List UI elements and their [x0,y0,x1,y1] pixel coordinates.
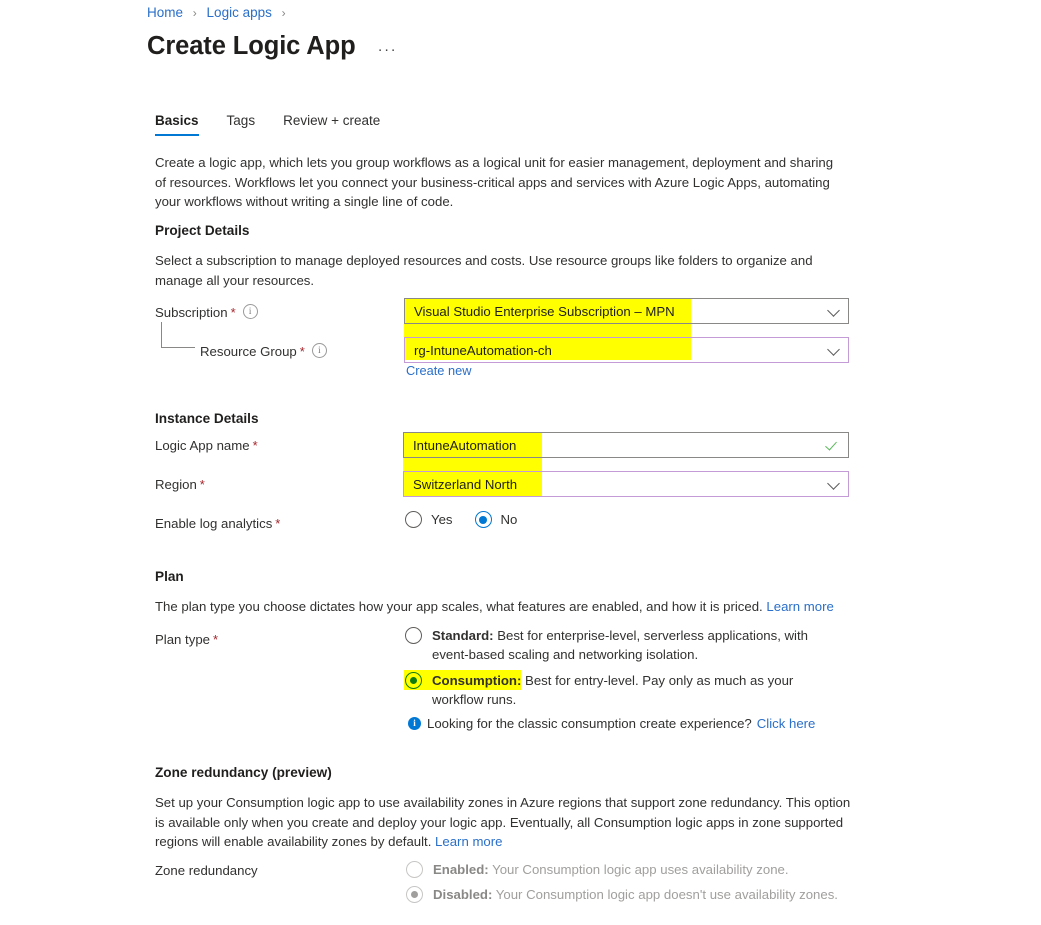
enable-log-analytics-label-text: Enable log analytics [155,516,273,531]
project-details-heading: Project Details [155,223,250,238]
breadcrumb [147,4,292,22]
tab-review-create[interactable]: Review + create [283,113,381,128]
radio-zone-enabled-description [433,860,873,879]
radio-zone-disabled-name: Disabled: [433,887,493,902]
breadcrumb-separator-icon: › [281,6,286,20]
tab-bar [155,113,408,136]
info-icon[interactable] [243,304,258,319]
radio-zone-enabled-name: Enabled: [433,862,489,877]
breadcrumb-item-logic-apps[interactable]: Logic apps [206,5,272,20]
more-options-icon[interactable]: ··· [377,41,398,58]
plan-option-consumption [405,671,822,709]
enable-log-analytics-label [155,516,280,531]
hierarchy-connector [161,322,195,348]
radio-plan-standard-name: Standard: [432,628,494,643]
plan-description-text: The plan type you choose dictates how your app scales, what features are enabled, and how it is priced. [155,599,763,614]
subscription-label-text: Subscription [155,305,228,320]
radio-plan-consumption-name: Consumption: [432,673,522,688]
logic-app-name-required-marker: * [252,438,258,453]
valid-check-icon [820,432,848,458]
radio-zone-enabled [406,861,423,878]
zone-redundancy-learn-more-link[interactable]: Learn more [435,834,503,849]
info-icon [408,717,421,730]
breadcrumb-separator-icon: › [192,6,197,20]
radio-plan-standard-text: Best for enterprise-level, serverless applications, with event-based scaling and networking isolation. [432,628,808,662]
region-value: Switzerland North [413,476,518,492]
subscription-label [155,304,258,320]
radio-plan-consumption[interactable] [405,672,422,689]
plan-type-label-text: Plan type [155,632,210,647]
region-required-marker: * [199,477,205,492]
classic-experience-note [408,716,815,731]
page-header [147,30,397,62]
enable-log-analytics-radio-group [405,511,517,528]
tab-tags[interactable]: Tags [226,113,256,128]
zone-redundancy-heading: Zone redundancy (preview) [155,765,332,780]
logic-app-name-label-text: Logic App name [155,438,250,453]
plan-learn-more-link[interactable]: Learn more [766,599,834,614]
zone-redundancy-field-label-text: Zone redundancy [155,863,258,878]
radio-zone-disabled-text: Your Consumption logic app doesn't use availability zones. [492,887,838,902]
region-dropdown[interactable] [403,471,849,497]
resource-group-dropdown[interactable] [404,337,849,363]
subscription-value: Visual Studio Enterprise Subscription – MPN [414,303,675,319]
radio-log-analytics-no[interactable] [475,511,492,528]
intro-description: Create a logic app, which lets you group workflows as a logical unit for easier management, deployment and sharing of resources. Workflows let you connect your business-critical apps and services with Azure Logic Apps, automating your workflows without writing a single line of code. [155,155,834,209]
radio-zone-disabled [406,886,423,903]
subscription-required-marker: * [230,305,236,320]
logic-app-name-input[interactable] [403,432,849,458]
plan-heading: Plan [155,569,184,584]
radio-zone-enabled-text: Your Consumption logic app uses availability zone. [488,862,789,877]
radio-plan-consumption-description [432,671,822,709]
instance-details-heading: Instance Details [155,411,259,426]
classic-experience-link[interactable]: Click here [756,716,816,731]
region-label [155,477,205,492]
region-label-text: Region [155,477,197,492]
radio-log-analytics-yes[interactable] [405,511,422,528]
logic-app-name-label [155,438,258,453]
chevron-down-icon [822,471,848,497]
resource-group-label [200,343,327,359]
zone-redundancy-option-enabled [406,860,873,879]
info-icon[interactable] [312,343,327,358]
radio-log-analytics-no-label: No [500,512,518,527]
chevron-down-icon [822,337,848,363]
page-title: Create Logic App [147,32,356,60]
logic-app-name-value: IntuneAutomation [413,437,517,453]
chevron-down-icon [822,298,848,324]
resource-group-value: rg-IntuneAutomation-ch [414,342,552,358]
plan-type-required-marker: * [213,632,219,647]
radio-log-analytics-yes-label: Yes [431,512,453,527]
radio-zone-disabled-description [433,885,873,904]
zone-redundancy-field-label [155,863,258,878]
zone-redundancy-option-disabled [406,885,873,904]
resource-group-required-marker: * [299,344,305,359]
zone-redundancy-description-text: Set up your Consumption logic app to use availability zones in Azure regions that support zone redundancy. This option is available only when you create and deploy your logic app. Eventually, all Consumption logic apps in zone supported regions will enable availability zones by default. [155,795,851,849]
breadcrumb-item-home[interactable]: Home [147,5,184,20]
create-new-resource-group-link[interactable]: Create new [406,363,472,378]
resource-group-label-text: Resource Group [200,344,297,359]
radio-plan-standard[interactable] [405,627,422,644]
plan-description [155,597,895,617]
project-details-description: Select a subscription to manage deployed resources and costs. Use resource groups like folders to organize and manage all your resources. [155,253,813,288]
classic-experience-note-text: Looking for the classic consumption create experience? [427,716,752,731]
subscription-dropdown[interactable] [404,298,849,324]
radio-plan-standard-description [432,626,822,664]
tab-basics[interactable]: Basics [155,113,199,136]
plan-type-label [155,632,218,647]
radio-plan-consumption-text: Best for entry-level. Pay only as much as your workflow runs. [432,673,794,707]
plan-option-standard [405,626,822,664]
zone-redundancy-description [155,793,855,852]
enable-log-analytics-required-marker: * [275,516,281,531]
